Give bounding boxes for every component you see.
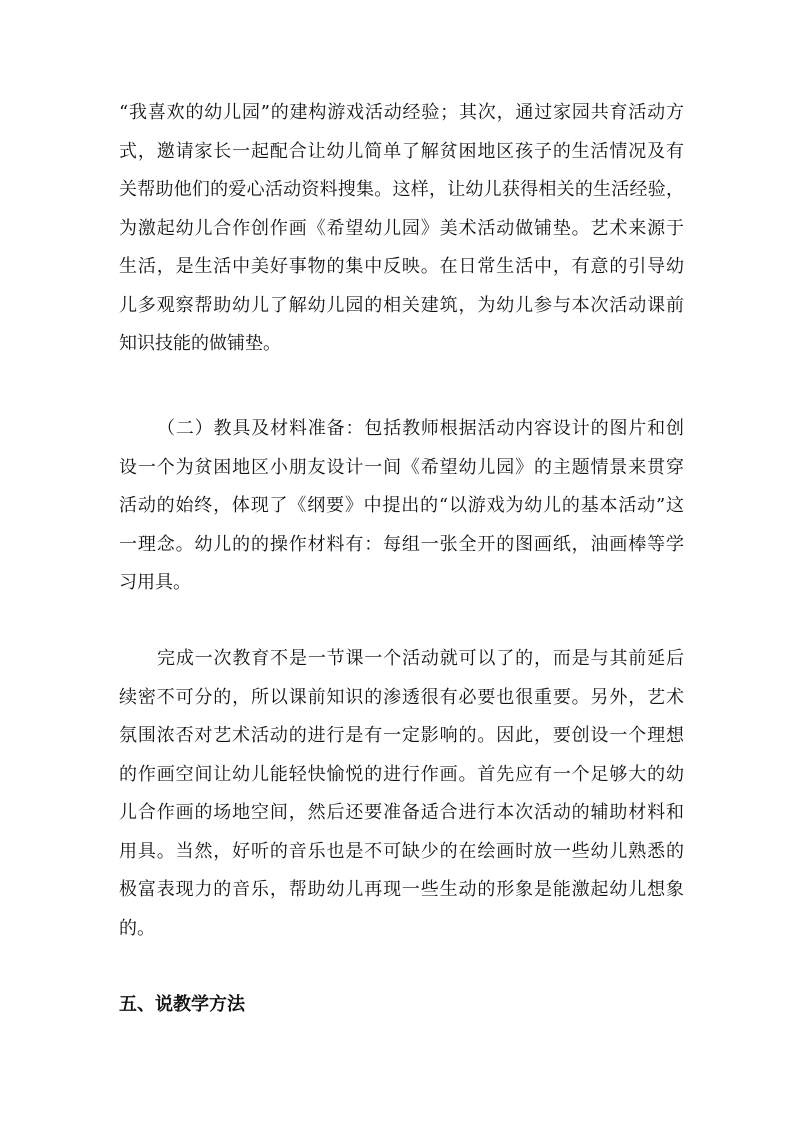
paragraph-1 — [119, 94, 684, 364]
paragraph-2 — [119, 410, 684, 603]
paragraph-3 — [119, 640, 684, 948]
text-line: 极富表现力的音乐，帮助幼儿再现一些生动的形象是能激起幼儿想象 — [119, 879, 684, 900]
text-line: 续密不可分的，所以课前知识的渗透很有必要也很重要。另外，艺术 — [119, 686, 684, 708]
text-line: 的作画空间让幼儿能轻快愉悦的进行作画。首先应有一个足够大的幼 — [119, 763, 684, 785]
text-line: 生活，是生活中美好事物的集中反映。在日常生活中，有意的引导幼 — [119, 256, 684, 277]
text-line: 活动的始终，体现了《纲要》中提出的“以游戏为幼儿的基本活动”这 — [119, 495, 684, 516]
text-line: 儿合作画的场地空间，然后还要准备适合进行本次活动的辅助材料和 — [119, 802, 684, 823]
text-line: 儿多观察帮助幼儿了解幼儿园的相关建筑，为幼儿参与本次活动课前 — [119, 294, 684, 316]
text-line: 为激起幼儿合作创作画《希望幼儿园》美术活动做铺垫。艺术来源于 — [119, 217, 684, 239]
text-line: “我喜欢的幼儿园”的建构游戏活动经验；其次，通过家园共育活动方 — [119, 102, 684, 123]
text-line: 完成一次教育不是一节课一个活动就可以了的，而是与其前延后 — [157, 648, 684, 669]
text-line: 一理念。幼儿的的操作材料有：每组一张全开的图画纸，油画棒等学 — [119, 533, 684, 555]
text-line: 用具。当然，好听的音乐也是不可缺少的在绘画时放一些幼儿熟悉的 — [119, 840, 684, 862]
section-heading: 五、说教学方法 — [119, 994, 245, 1015]
text-line: （二）教具及材料准备：包括教师根据活动内容设计的图片和创 — [157, 418, 684, 439]
text-line: 习用具。 — [119, 572, 191, 593]
text-line: 关帮助他们的爱心活动资料搜集。这样，让幼儿获得相关的生活经验， — [119, 179, 684, 200]
text-line: 式，邀请家长一起配合让幼儿简单了解贫困地区孩子的生活情况及有 — [119, 140, 684, 162]
text-line: 氛围浓否对艺术活动的进行是有一定影响的。因此，要创设一个理想 — [119, 725, 684, 746]
text-line: 知识技能的做铺垫。 — [119, 333, 281, 354]
text-line: 设一个为贫困地区小朋友设计一间《希望幼儿园》的主题情景来贯穿 — [119, 456, 684, 478]
text-line: 的。 — [119, 917, 155, 939]
